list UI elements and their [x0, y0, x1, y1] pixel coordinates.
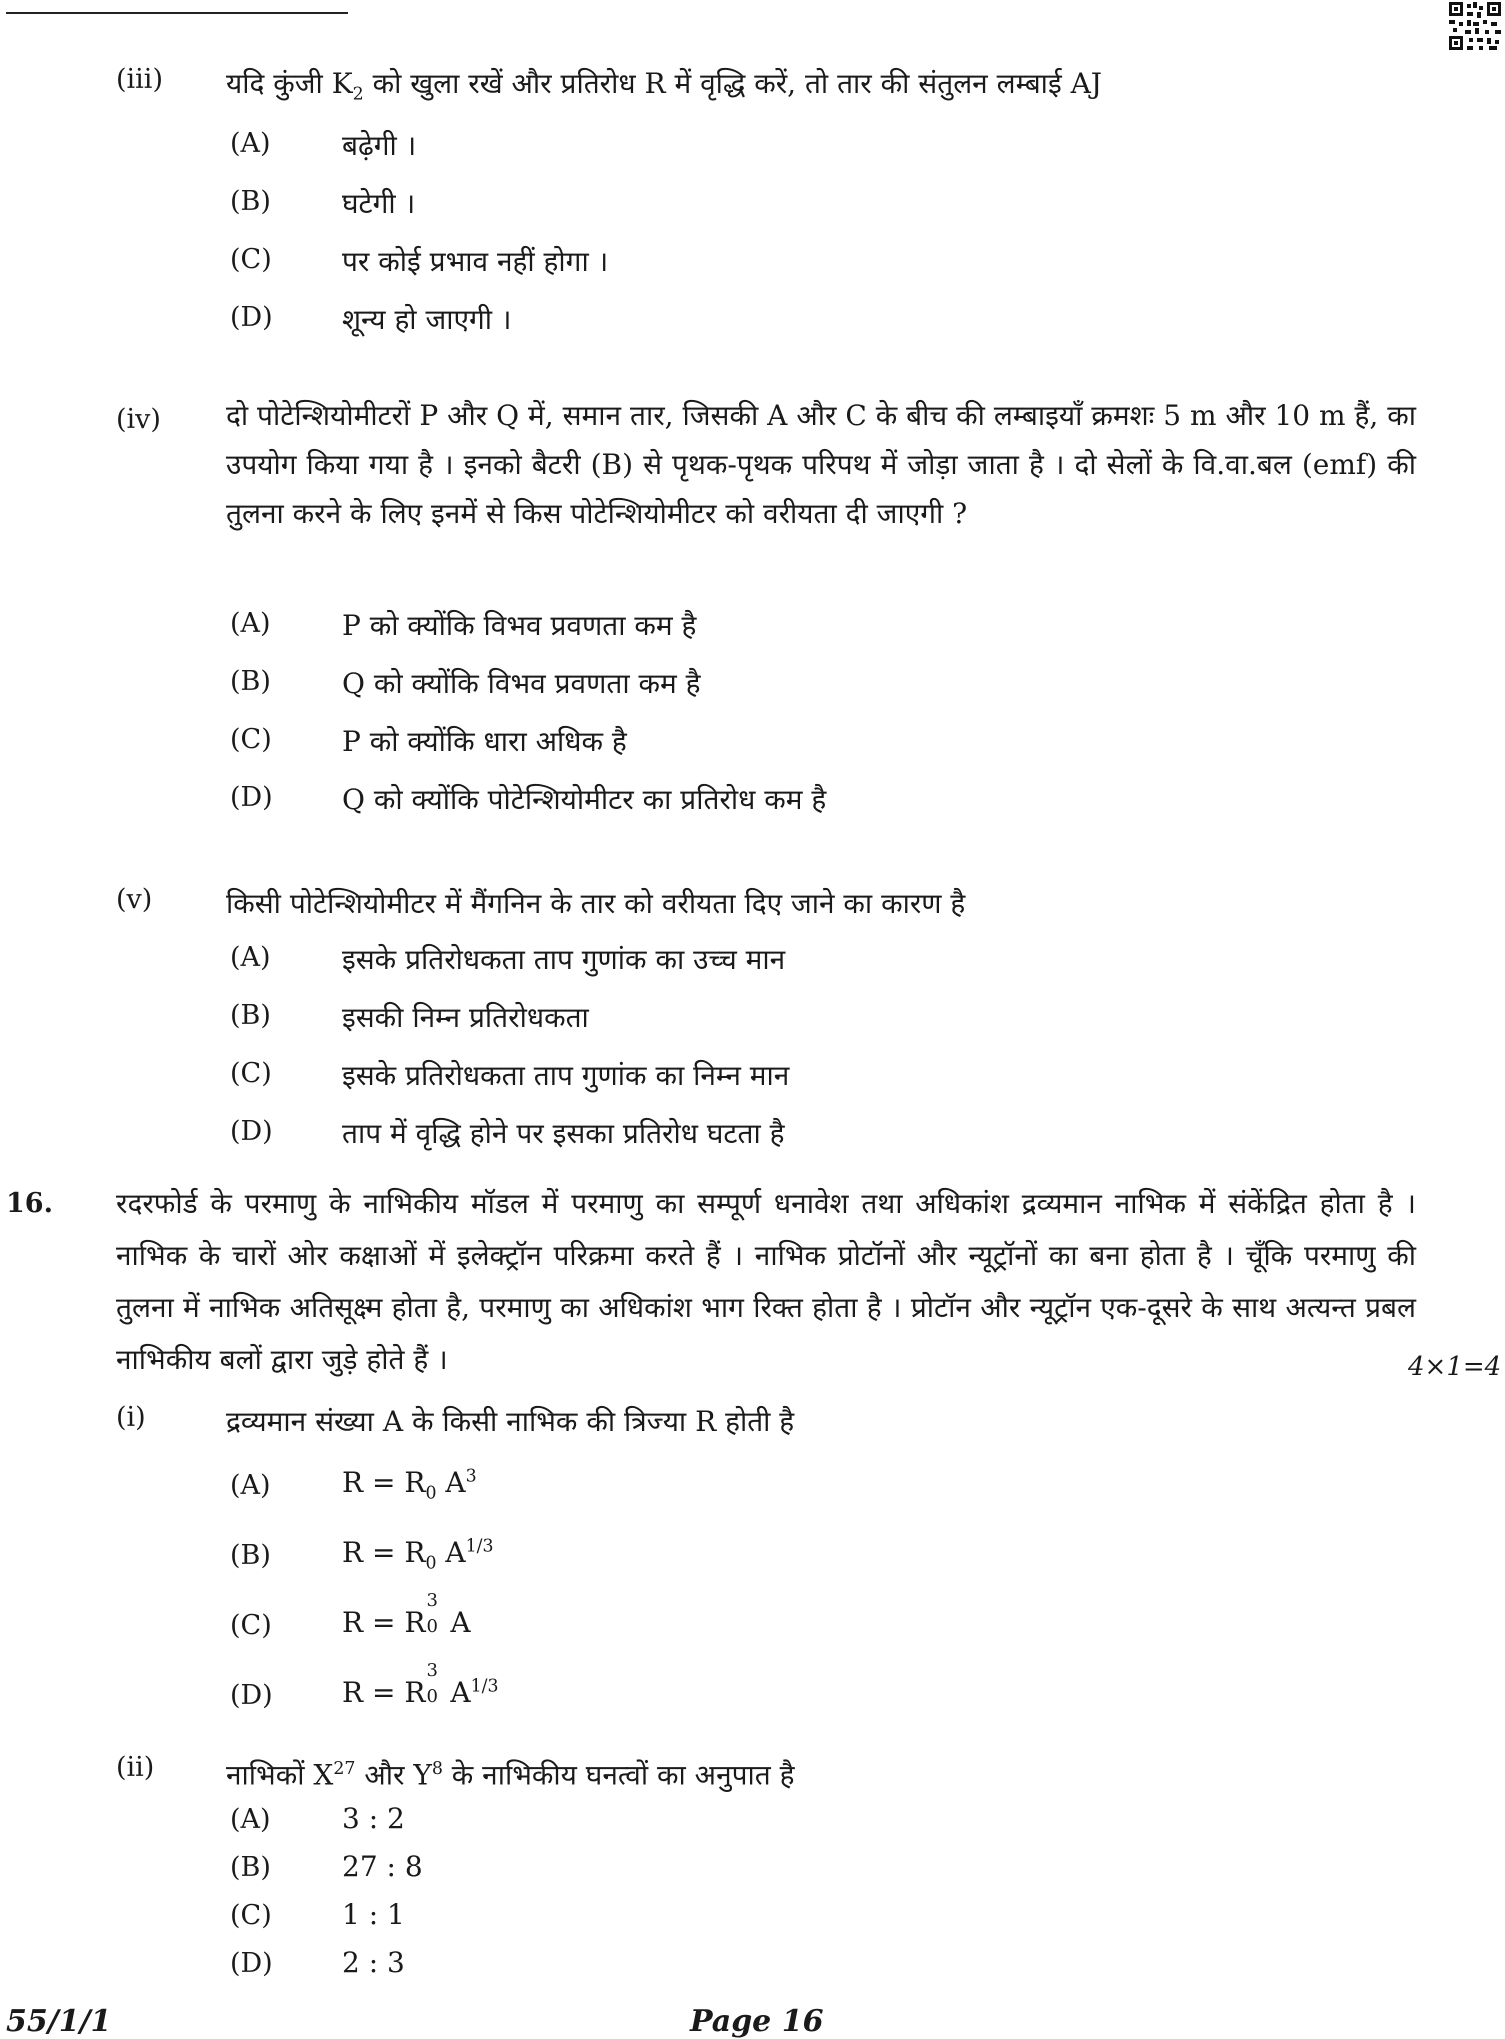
q16-i-option-b-formula: $R = R_0$ $A^{1/3}$ — [342, 1536, 494, 1574]
q16-number: 16. — [6, 1188, 53, 1219]
q16-i-stem: द्रव्यमान संख्या A के किसी नाभिक की त्रिज्या R होती है — [226, 1405, 795, 1438]
q15-v-option-d-text: ताप में वृद्धि होने पर इसका प्रतिरोध घटता है — [342, 1117, 785, 1150]
q16-ii-option-a-text: 3 : 2 — [342, 1802, 405, 1835]
q15-iii-stem: यदि कुंजी $K_2$ को खुला रखें और प्रतिरोध R में वृद्धि करें, तो तार की संतुलन लम्बाई AJ — [226, 67, 1103, 105]
q15-v-option-d-letter: (D) — [230, 1116, 273, 1147]
q16-ii-option-c-text: 1 : 1 — [342, 1898, 405, 1931]
q15-iv-option-d-text: Q को क्योंकि पोटेन्शियोमीटर का प्रतिरोध कम है — [342, 783, 827, 816]
q15-v-option-a-text: इसके प्रतिरोधकता ताप गुणांक का उच्च मान — [342, 943, 786, 976]
q16-i-label: (i) — [116, 1402, 146, 1433]
q16-i-option-b-letter: (B) — [230, 1540, 271, 1571]
q16-ii-option-a-letter: (A) — [230, 1804, 271, 1835]
q16-ii-option-d-text: 2 : 3 — [342, 1946, 405, 1979]
qr-code-icon — [1447, 0, 1503, 52]
q15-v-option-a-letter: (A) — [230, 942, 271, 973]
q15-v-option-b-letter: (B) — [230, 1000, 271, 1031]
q16-ii-option-b-text: 27 : 8 — [342, 1850, 423, 1883]
q15-v-option-c-text: इसके प्रतिरोधकता ताप गुणांक का निम्न मान — [342, 1059, 790, 1092]
top-rule — [6, 12, 348, 14]
q15-iii-option-b-text: घटेगी । — [342, 187, 416, 220]
q15-v-stem: किसी पोटेन्शियोमीटर में मैंगनिन के तार को वरीयता दिए जाने का कारण है — [226, 887, 966, 920]
q15-iii-option-b-letter: (B) — [230, 186, 271, 217]
q15-iv-option-d-letter: (D) — [230, 782, 273, 813]
q16-ii-stem: नाभिकों $X^{27}$ और $Y^8$ के नाभिकीय घनत्वों का अनुपात है — [226, 1758, 795, 1792]
q15-iv-option-c-letter: (C) — [230, 724, 272, 755]
footer-page-number: Page 16 — [690, 2004, 824, 2039]
q15-iv-option-a-text: P को क्योंकि विभव प्रवणता कम है — [342, 609, 697, 642]
q16-ii-option-b-letter: (B) — [230, 1852, 271, 1883]
q15-v-option-c-letter: (C) — [230, 1058, 272, 1089]
q16-i-option-d-formula: R = R 3 0 $A^{1/3}$ — [342, 1660, 499, 1709]
q15-v-label: (v) — [116, 884, 153, 915]
q15-iv-stem: दो पोटेन्शियोमीटरों P और Q में, समान तार, जिसकी A और C के बीच की लम्बाइयाँ क्रमशः 5 m और 10 m हैं, का उपयोग किया गया है । इनको बैटरी (B) से पृथक-पृथक परिपथ में जोड़ा जाता है । दो सेलों के वि.वा.बल (emf) की तुलना करने के लिए इनमें से किस पोटेन्शियोमीटर को वरीयता दी जाएगी ? — [226, 399, 1416, 530]
q15-iv-option-b-text: Q को क्योंकि विभव प्रवणता कम है — [342, 667, 701, 700]
q15-iv-option-b-letter: (B) — [230, 666, 271, 697]
q16-marks: 4×1=4 — [1408, 1352, 1502, 1382]
q16-ii-option-d-letter: (D) — [230, 1948, 273, 1979]
q16-i-option-c-letter: (C) — [230, 1610, 272, 1641]
q15-iii-option-c-letter: (C) — [230, 244, 272, 275]
q15-iii-option-a-text: बढ़ेगी । — [342, 129, 417, 162]
q15-iii-option-d-letter: (D) — [230, 302, 273, 333]
q15-iv-option-a-letter: (A) — [230, 608, 271, 639]
q16-ii-option-c-letter: (C) — [230, 1900, 272, 1931]
footer-paper-code: 55/1/1 — [6, 2004, 112, 2039]
q16-i-option-d-letter: (D) — [230, 1680, 273, 1711]
q16-ii-label: (ii) — [116, 1752, 155, 1783]
q15-iii-option-a-letter: (A) — [230, 128, 271, 159]
q15-iv-option-c-text: P को क्योंकि धारा अधिक है — [342, 725, 627, 758]
q16-i-option-a-formula: $R = R_0$ $A^3$ — [342, 1466, 477, 1504]
q15-iii-option-d-text: शून्य हो जाएगी । — [342, 303, 512, 336]
q16-passage: रदरफोर्ड के परमाणु के नाभिकीय मॉडल में परमाणु का सम्पूर्ण धनावेश तथा अधिकांश द्रव्यमान नाभिक में संकेंद्रित होता है । नाभिक के चारों ओर कक्षाओं में इलेक्ट्रॉन परिक्रमा करते हैं । नाभिक प्रोटॉनों और न्यूट्रॉनों का बना होता है । चूँकि परमाणु की तुलना में नाभिक अतिसूक्ष्म होता है, परमाणु का अधिकांश भाग रिक्त होता है । प्रोटॉन और न्यूट्रॉन एक-दूसरे के साथ अत्यन्त प्रबल नाभिकीय बलों द्वारा जुड़े होते हैं । — [116, 1187, 1416, 1376]
q16-i-option-c-formula: R = R 3 0 A — [342, 1590, 471, 1639]
q15-v-option-b-text: इसकी निम्न प्रतिरोधकता — [342, 1001, 589, 1034]
q15-iv-label: (iv) — [116, 404, 161, 435]
q16-i-option-a-letter: (A) — [230, 1470, 271, 1501]
q15-iii-option-c-text: पर कोई प्रभाव नहीं होगा । — [342, 245, 609, 278]
q15-iii-label: (iii) — [116, 64, 163, 95]
